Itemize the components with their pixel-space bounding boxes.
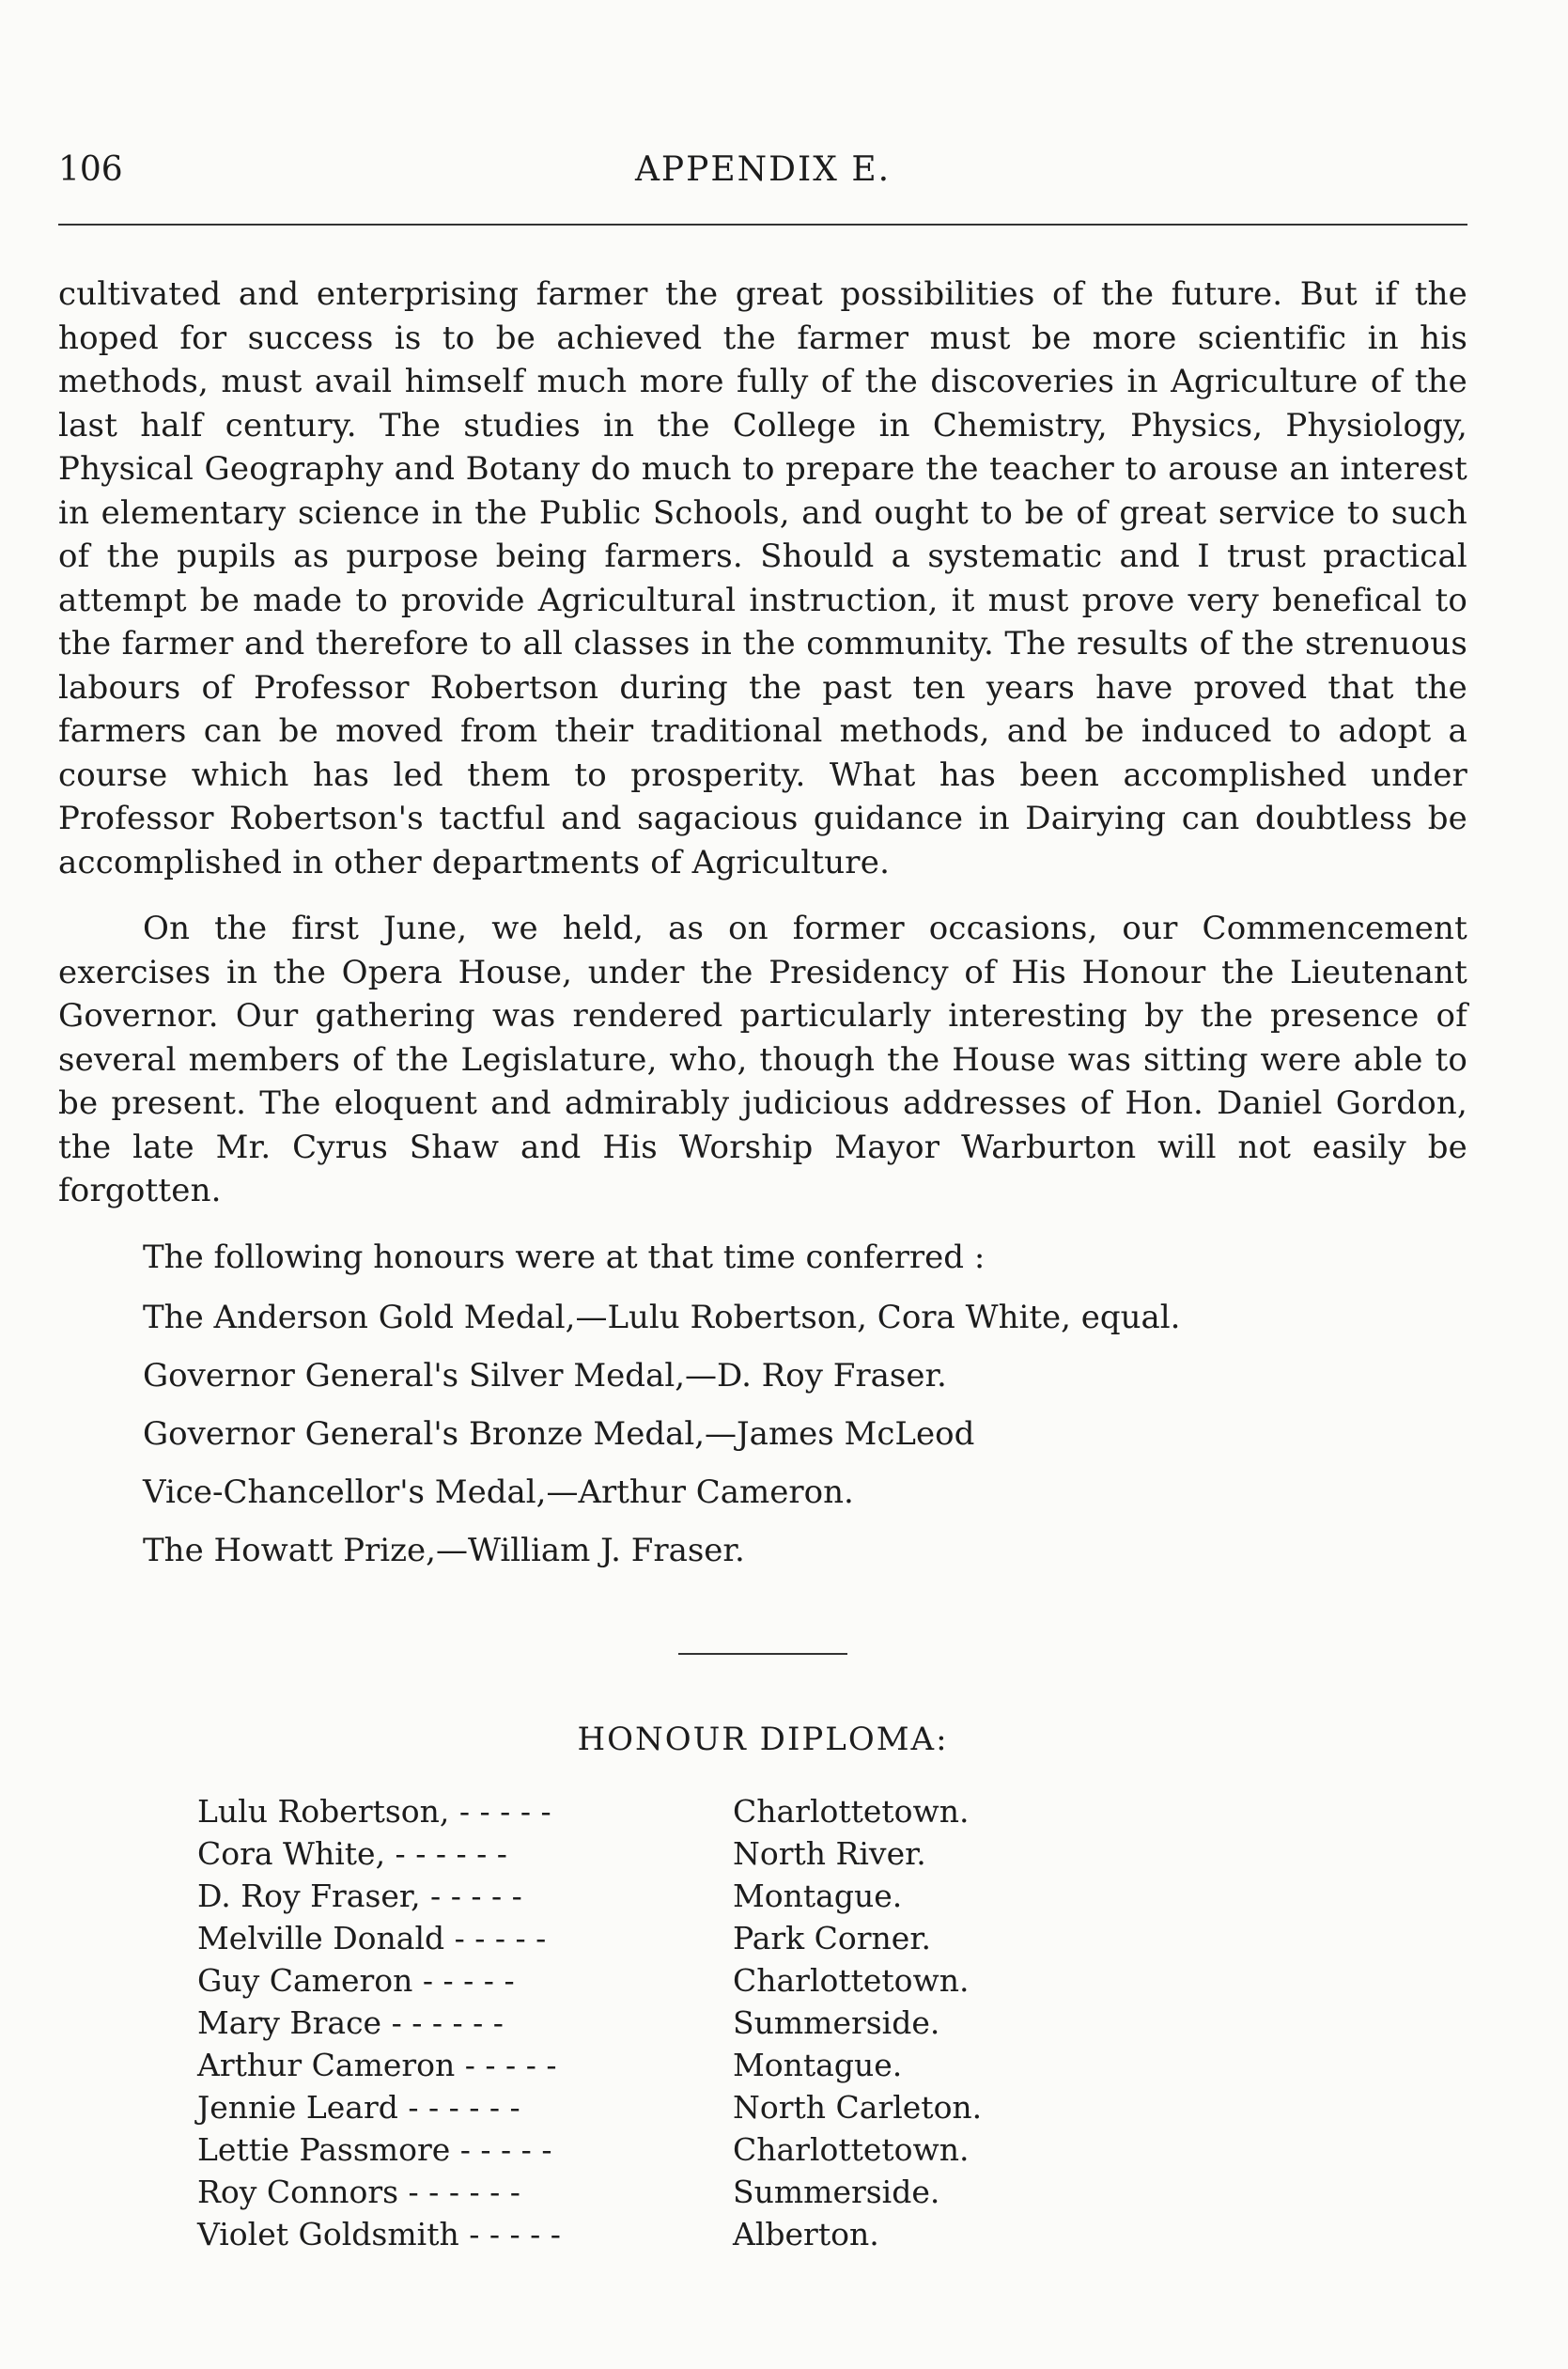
diploma-place: North River. xyxy=(733,1834,926,1872)
page-header xyxy=(58,150,1467,207)
paragraph-agriculture: cultivated and enterprising farmer the great possibilities of the future. But if the hoped for success is to be achieved the farmer must be more scientific in his methods, must avail himself much more fully of the discoveries in Agriculture of the last half century. The studies in the College in Chemistry, Physics, Physiology, Physical Geography and Botany do much to prepare the teacher to arouse an interest in elementary science in the Public Schools, and ought to be of great service to such of the pupils as purpose being farmers. Should a systematic and I trust practical attempt be made to provide Agricultural instruction, it must prove very benefical to the farmer and therefore to all classes in the community. The results of the strenuous labours of Professor Robertson during the past ten years have proved that the farmers can be moved from their traditional methods, and be induced to adopt a course which has led them to prosperity. What has been accomplished under Professor Robertson's tactful and sagacious guidance in Dairying can doubtless be accomplished in other departments of Agriculture. xyxy=(58,275,1467,881)
diploma-place: Park Corner. xyxy=(733,1919,931,1956)
diploma-name: Roy Connors - - - - - - xyxy=(197,2173,520,2210)
page-body xyxy=(58,273,1467,2255)
honour-item: The Anderson Gold Medal,—Lulu Robertson, Cora White, equal. xyxy=(143,1298,1181,1336)
document-page xyxy=(58,0,1467,2369)
diploma-place: Montague. xyxy=(733,2046,903,2083)
diploma-row xyxy=(197,2128,982,2171)
diploma-row xyxy=(197,2044,982,2086)
diploma-name: Cora White, - - - - - - xyxy=(197,1834,507,1872)
diploma-row xyxy=(197,2213,982,2255)
diploma-place: Charlottetown. xyxy=(733,2130,970,2168)
diploma-row xyxy=(197,1832,982,1875)
diploma-place: Charlottetown. xyxy=(733,1961,970,1999)
honour-item: The Howatt Prize,—William J. Fraser. xyxy=(143,1531,745,1569)
diploma-row xyxy=(197,2171,982,2213)
diploma-name: Arthur Cameron - - - - - xyxy=(197,2046,557,2083)
diploma-title: HONOUR DIPLOMA: xyxy=(577,1720,949,1758)
paragraph-commencement: On the first June, we held, as on former occasions, our Commencement exercises in the Opera House, under the Presidency of His Honour the Lieutenant Governor. Our gathering was rendered particularly interesting by the presence of several members of the Legislature, who, though the House was sitting were able to be present. The eloquent and admirably judicious addresses of Hon. Daniel Gordon, the late Mr. Cyrus Shaw and His Worship Mayor Warburton will not easily be forgotten. xyxy=(58,910,1467,1209)
honours-list xyxy=(143,1296,1467,1572)
honour-item: Governor General's Silver Medal,—D. Roy Fraser. xyxy=(143,1356,947,1395)
page-number: 106 xyxy=(58,150,123,189)
diploma-table xyxy=(197,1790,982,2255)
diploma-row xyxy=(197,1959,982,2002)
header-rule xyxy=(58,224,1467,226)
honour-item: Vice-Chancellor's Medal,—Arthur Cameron. xyxy=(143,1473,854,1511)
diploma-place: Alberton. xyxy=(733,2215,879,2252)
honours-intro: The following honours were at that time conferred : xyxy=(143,1238,986,1276)
diploma-name: Jennie Leard - - - - - - xyxy=(197,2088,520,2126)
diploma-row xyxy=(197,2086,982,2128)
diploma-place: Summerside. xyxy=(733,2003,940,2041)
diploma-place: Montague. xyxy=(733,1877,903,1914)
diploma-name: Lettie Passmore - - - - - xyxy=(197,2130,552,2168)
diploma-row xyxy=(197,1790,982,1832)
diploma-name: Lulu Robertson, - - - - - xyxy=(197,1792,551,1830)
diploma-name: D. Roy Fraser, - - - - - xyxy=(197,1877,522,1914)
diploma-name: Guy Cameron - - - - - xyxy=(197,1961,515,1999)
diploma-place: Charlottetown. xyxy=(733,1792,970,1830)
section-divider xyxy=(678,1653,847,1655)
diploma-row xyxy=(197,1875,982,1917)
diploma-name: Mary Brace - - - - - - xyxy=(197,2003,504,2041)
diploma-row xyxy=(197,1917,982,1959)
diploma-name: Melville Donald - - - - - xyxy=(197,1919,547,1956)
diploma-place: Summerside. xyxy=(733,2173,940,2210)
diploma-place: North Carleton. xyxy=(733,2088,983,2126)
diploma-name: Violet Goldsmith - - - - - xyxy=(197,2215,561,2252)
honour-item: Governor General's Bronze Medal,—James McLeod xyxy=(143,1414,975,1453)
running-head: APPENDIX E. xyxy=(634,150,892,189)
diploma-row xyxy=(197,2002,982,2044)
